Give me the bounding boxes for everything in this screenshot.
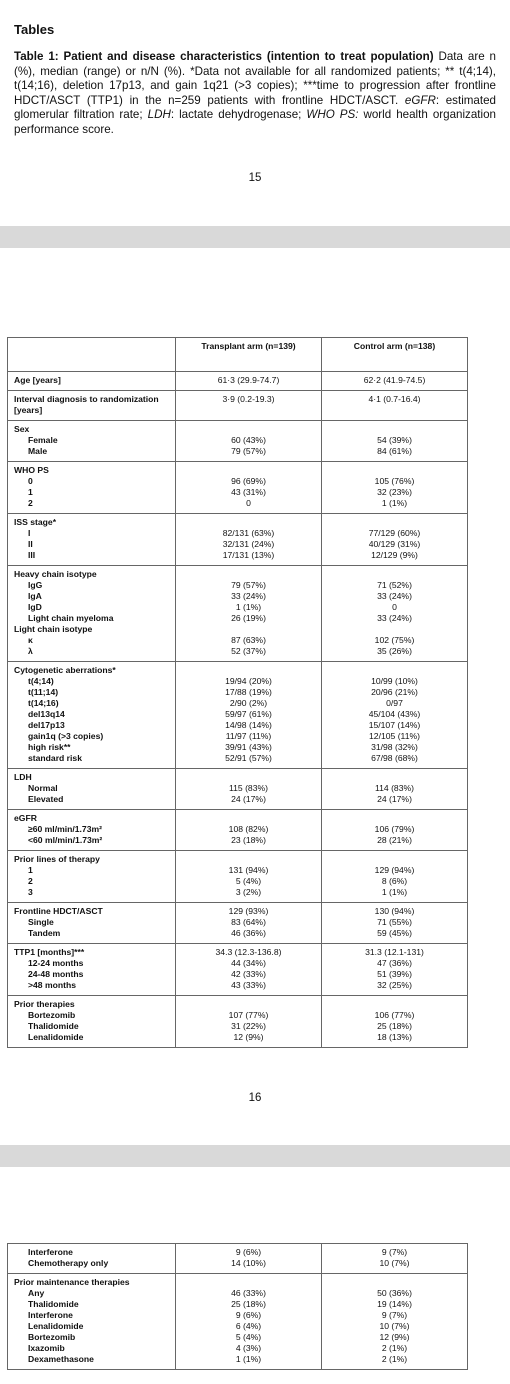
section-heading: Tables [14,22,55,37]
row-label: ISS stage* [14,517,57,527]
control-value: 15/107 (14%) [368,720,421,730]
table-row [8,514,468,566]
control-value-cell [322,391,468,421]
control-value [328,772,461,783]
transplant-value: 26 (19%) [231,613,266,623]
control-value: 31/98 (32%) [371,742,418,752]
control-value: 129 (94%) [374,865,415,875]
transplant-value-cell [176,944,322,996]
control-value: 9 (7%) [381,1310,408,1320]
row-sublabel: Bortezomib [28,1010,76,1020]
control-value-cell [322,944,468,996]
row-label: WHO PS [14,465,49,475]
transplant-value: 61·3 (29.9-74.7) [217,375,280,385]
transplant-value: 3·9 (0.2-19.3) [222,394,275,404]
control-value: 12/105 (11%) [369,731,420,741]
row-sublabel: gain1q (>3 copies) [28,731,104,741]
row-sublabel: 24-48 months [28,969,84,979]
row-label: Interval diagnosis to randomization [years] [14,394,159,415]
control-value: 45/104 (43%) [368,709,421,719]
row-sublabel: III [28,550,36,560]
table-row [8,851,468,903]
transplant-value: 3 (2%) [235,887,262,897]
row-label-cell [8,662,176,769]
control-value [328,999,461,1010]
control-value [328,517,461,528]
page-number-16: 16 [248,1092,262,1104]
caption-title: Table 1: Patient and disease characteristics (intention to treat population) [14,50,434,63]
row-sublabel: t(4;14) [28,676,54,686]
control-value: 20/96 (21%) [371,687,418,697]
transplant-value: 96 (69%) [231,476,266,486]
row-label-cell [8,810,176,851]
row-label: Prior maintenance therapies [14,1277,130,1287]
row-label: Cytogenetic aberrations* [14,665,116,675]
row-sublabel: >48 months [28,980,76,990]
row-sublabel: 2 [28,876,33,886]
control-value: 0 [392,602,397,612]
control-value [328,813,461,824]
table-row [8,996,468,1048]
row-sublabel: Thalidomide [28,1299,79,1309]
control-value: 12/129 (9%) [371,550,418,560]
transplant-value: 52 (37%) [231,646,266,656]
row-label: Prior therapies [14,999,75,1009]
control-value: 4·1 (0.7-16.4) [368,394,421,404]
table-row [8,391,468,421]
row-sublabel: Lenalidomide [28,1032,84,1042]
control-value: 32 (25%) [377,980,412,990]
row-label: eGFR [14,813,37,823]
control-value: 1 (1%) [381,887,408,897]
control-value: 54 (39%) [377,435,412,445]
row-sublabel: Dexamethasone [28,1354,94,1364]
control-value: 18 (13%) [377,1032,412,1042]
control-value-cell [322,769,468,810]
row-sublabel: Bortezomib [28,1332,76,1342]
row-label-cell [8,1274,176,1370]
abbr-egfr: eGFR [404,93,436,107]
transplant-value [182,999,315,1010]
table-row [8,1244,468,1274]
transplant-value-cell [176,462,322,514]
control-value: 47 (36%) [377,958,412,968]
table-row [8,769,468,810]
row-sublabel: ≥60 ml/min/1.73m² [28,824,102,834]
control-value: 71 (52%) [377,580,412,590]
transplant-value: 5 (4%) [235,876,262,886]
control-value: 77/129 (60%) [368,528,421,538]
control-value: 51 (39%) [377,969,412,979]
transplant-value-cell [176,769,322,810]
abbr-ldh: LDH [147,108,171,122]
transplant-value: 17/88 (19%) [225,687,272,697]
control-value: 35 (26%) [377,646,412,656]
control-value-cell [322,662,468,769]
transplant-value: 46 (33%) [231,1288,266,1298]
row-sublabel: del17p13 [28,720,65,730]
transplant-value: 34.3 (12.3-136.8) [215,947,282,957]
control-value-cell [322,514,468,566]
transplant-value: 1 (1%) [235,1354,262,1364]
row-sublabel: Normal [28,783,58,793]
row-label-cell [8,851,176,903]
transplant-value [182,1277,315,1288]
control-value: 71 (55%) [377,917,412,927]
control-value: 105 (76%) [374,476,415,486]
characteristics-table [7,337,468,1048]
transplant-value: 83 (64%) [231,917,266,927]
row-label-cell [8,514,176,566]
transplant-value: 43 (33%) [231,980,266,990]
row-sublabel: standard risk [28,753,82,763]
transplant-value-cell [176,1274,322,1370]
control-value-cell [322,1244,468,1274]
control-value-cell [322,462,468,514]
row-label: Heavy chain isotype [14,569,97,579]
control-value: 84 (61%) [377,446,412,456]
row-label: Light chain isotype [14,624,93,634]
transplant-value: 108 (82%) [228,824,269,834]
row-sublabel: 3 [28,887,33,897]
control-value: 2 (1%) [381,1343,408,1353]
row-label-cell [8,462,176,514]
control-value: 19 (14%) [377,1299,412,1309]
transplant-value-cell [176,810,322,851]
control-value: 50 (36%) [377,1288,412,1298]
transplant-value: 24 (17%) [231,794,266,804]
transplant-value: 52/91 (57%) [225,753,272,763]
row-label: Sex [14,424,30,434]
row-label-cell [8,903,176,944]
characteristics-table-continued [7,1243,468,1370]
table-row [8,903,468,944]
abbr-who-def: world health organization performance score. [14,108,496,136]
row-label-cell [8,996,176,1048]
control-value: 33 (24%) [377,591,412,601]
transplant-value: 2/90 (2%) [229,698,268,708]
column-header-1: Transplant arm (n=139) [176,338,322,372]
row-sublabel: Chemotherapy only [28,1258,109,1268]
control-value [328,624,461,635]
row-sublabel: 1 [28,487,33,497]
control-value: 0/97 [386,698,403,708]
transplant-value-cell [176,566,322,662]
transplant-value [182,854,315,865]
transplant-value: 31 (22%) [231,1021,266,1031]
transplant-value [182,813,315,824]
transplant-value: 19/94 (20%) [225,676,272,686]
table-header-row [8,338,468,372]
transplant-value: 44 (34%) [231,958,266,968]
row-sublabel: Ixazomib [28,1343,65,1353]
row-sublabel: high risk** [28,742,71,752]
row-sublabel: 1 [28,865,33,875]
row-sublabel: Elevated [28,794,64,804]
row-sublabel: κ [28,635,33,645]
row-sublabel: Interferone [28,1310,73,1320]
control-value: 12 (9%) [379,1332,410,1342]
transplant-value: 129 (93%) [228,906,269,916]
control-value: 9 (7%) [381,1247,408,1257]
row-label: Frontline HDCT/ASCT [14,906,103,916]
row-sublabel: 12-24 months [28,958,84,968]
table-row [8,462,468,514]
transplant-value: 43 (31%) [231,487,266,497]
transplant-value: 9 (6%) [235,1310,262,1320]
transplant-value [182,624,315,635]
control-value: 59 (45%) [377,928,412,938]
row-label-cell [8,566,176,662]
control-value-cell [322,996,468,1048]
control-value: 62·2 (41.9-74.5) [363,375,426,385]
transplant-value: 6 (4%) [235,1321,262,1331]
transplant-value: 79 (57%) [231,446,266,456]
table-row [8,1274,468,1370]
row-sublabel: IgD [28,602,42,612]
transplant-value: 0 [246,498,251,508]
transplant-value [182,665,315,676]
row-label: Age [years] [14,375,61,385]
control-value: 10 (7%) [379,1258,410,1268]
column-header-2: Control arm (n=138) [322,338,468,372]
row-label-cell [8,944,176,996]
control-value: 25 (18%) [377,1021,412,1031]
transplant-value: 17/131 (13%) [222,550,275,560]
transplant-value: 23 (18%) [231,835,266,845]
row-sublabel: Female [28,435,58,445]
transplant-value: 79 (57%) [231,580,266,590]
transplant-value-cell [176,372,322,391]
row-label-cell [8,1244,176,1274]
page-gap [0,226,510,248]
row-sublabel: Male [28,446,48,456]
control-value: 2 (1%) [381,1354,408,1364]
control-value-cell [322,421,468,462]
transplant-value: 115 (83%) [228,783,268,793]
transplant-value-cell [176,996,322,1048]
abbr-egfr-def: : estimated glomerular filtration rate; [14,93,496,122]
row-sublabel: I [28,528,31,538]
row-sublabel: Lenalidomide [28,1321,84,1331]
row-sublabel: Tandem [28,928,61,938]
table-row [8,810,468,851]
transplant-value [182,517,315,528]
transplant-value: 82/131 (63%) [222,528,275,538]
row-sublabel: t(11;14) [28,687,59,697]
control-value: 114 (83%) [374,783,414,793]
control-value: 8 (6%) [381,876,408,886]
transplant-value: 60 (43%) [231,435,266,445]
page-gap-2 [0,1145,510,1167]
control-value: 10/99 (10%) [371,676,418,686]
row-sublabel: t(14;16) [28,698,59,708]
transplant-value [182,569,315,580]
control-value: 31.3 (12.1-131) [365,947,424,957]
control-value-cell [322,851,468,903]
row-sublabel: λ [28,646,33,656]
transplant-value: 39/91 (43%) [225,742,272,752]
transplant-value: 14 (10%) [231,1258,266,1268]
transplant-value: 87 (63%) [231,635,266,645]
control-value: 102 (75%) [374,635,415,645]
transplant-value-cell [176,903,322,944]
control-value [328,424,461,435]
control-value-cell [322,903,468,944]
row-label-cell [8,372,176,391]
table-row [8,662,468,769]
control-value [328,465,461,476]
caption-body: Data are n (%), median (range) or n/N (%). *Data not available for all randomized patients; ** t(4;14), t(14;16), deletion 17p13, and gain 1q21 (>3 copies); ***time to progression after frontline HDCT/ASCT (TTP1) in the n=259 patients with frontline HDCT/ASCT. [14,50,497,107]
page-number-15: 15 [248,172,262,184]
column-header-0 [8,338,176,372]
transplant-value: 4 (3%) [235,1343,262,1353]
transplant-value-cell [176,421,322,462]
transplant-value-cell [176,851,322,903]
table-row [8,566,468,662]
row-sublabel: Thalidomide [28,1021,79,1031]
row-sublabel: Any [28,1288,45,1298]
transplant-value [182,772,315,783]
table-row [8,421,468,462]
control-value: 1 (1%) [381,498,408,508]
transplant-value: 107 (77%) [228,1010,269,1020]
transplant-value: 131 (94%) [228,865,269,875]
row-label: LDH [14,772,32,782]
table-row [8,944,468,996]
transplant-value-cell [176,391,322,421]
transplant-value [182,424,315,435]
row-sublabel: <60 ml/min/1.73m² [28,835,103,845]
control-value-cell [322,810,468,851]
control-value: 10 (7%) [379,1321,410,1331]
row-sublabel: Single [28,917,54,927]
row-label-cell [8,769,176,810]
row-sublabel: Light chain myeloma [28,613,114,623]
row-sublabel: Interferone [28,1247,73,1257]
transplant-value-cell [176,514,322,566]
transplant-value: 11/97 (11%) [225,731,272,741]
control-value [328,569,461,580]
transplant-value: 9 (6%) [235,1247,262,1257]
control-value [328,854,461,865]
control-value: 33 (24%) [377,613,412,623]
control-value: 40/129 (31%) [368,539,421,549]
transplant-value: 33 (24%) [231,591,266,601]
row-sublabel: IgG [28,580,43,590]
control-value: 32 (23%) [377,487,412,497]
row-label-cell [8,421,176,462]
row-sublabel: del13q14 [28,709,65,719]
control-value [328,665,461,676]
transplant-value [182,465,315,476]
row-sublabel: 2 [28,498,33,508]
transplant-value: 25 (18%) [231,1299,266,1309]
control-value: 130 (94%) [374,906,415,916]
control-value-cell [322,566,468,662]
transplant-value: 5 (4%) [235,1332,262,1342]
control-value: 106 (79%) [374,824,415,834]
transplant-value: 42 (33%) [231,969,266,979]
transplant-value: 59/97 (61%) [225,709,272,719]
transplant-value: 1 (1%) [235,602,262,612]
transplant-value: 46 (36%) [231,928,266,938]
row-label-cell [8,391,176,421]
control-value: 106 (77%) [374,1010,415,1020]
control-value: 28 (21%) [377,835,412,845]
table-row [8,372,468,391]
control-value-cell [322,1274,468,1370]
control-value [328,1277,461,1288]
control-value: 67/98 (68%) [371,753,418,763]
control-value-cell [322,372,468,391]
transplant-value: 32/131 (24%) [222,539,275,549]
abbr-who: WHO PS: [306,108,359,122]
row-sublabel: 0 [28,476,33,486]
abbr-ldh-def: : lactate dehydrogenase; [170,108,307,122]
transplant-value-cell [176,1244,322,1274]
row-label: TTP1 [months]*** [14,947,85,957]
control-value: 24 (17%) [377,794,412,804]
transplant-value: 12 (9%) [233,1032,264,1042]
row-label: Prior lines of therapy [14,854,100,864]
table-caption [14,50,496,138]
row-sublabel: IgA [28,591,42,601]
row-sublabel: II [28,539,33,549]
transplant-value-cell [176,662,322,769]
transplant-value: 14/98 (14%) [225,720,272,730]
